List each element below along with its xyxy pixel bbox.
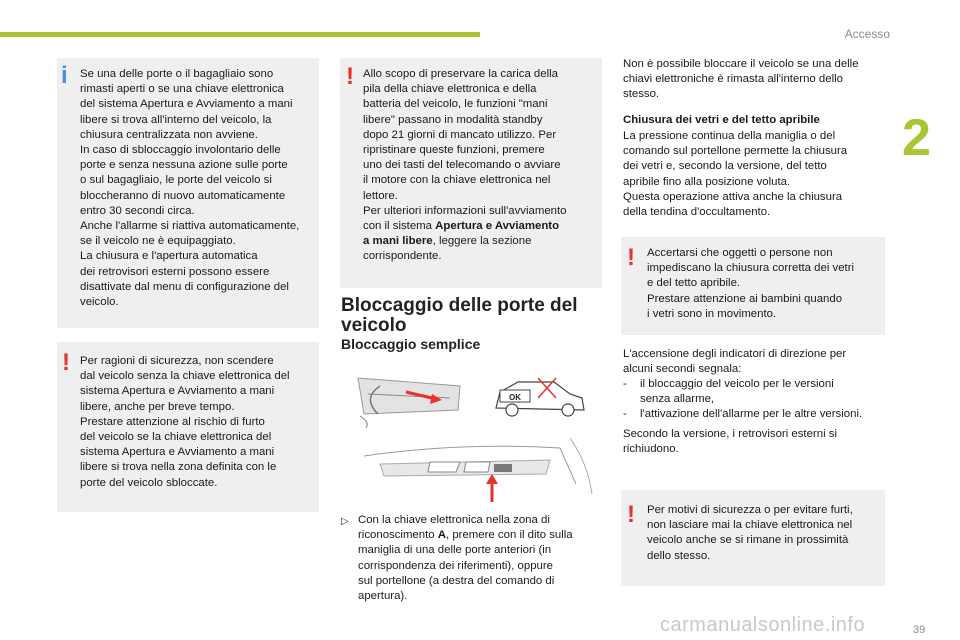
- list-item-text: il bloccaggio del veicolo per le versioni senza allarme,: [640, 378, 834, 406]
- chapter-number: 2: [902, 109, 931, 167]
- warning-box-text: [80, 354, 316, 491]
- windows-subheading: Chiusura dei vetri e del tetto apribile: [623, 114, 820, 126]
- warning-box-keys: [57, 342, 319, 512]
- header-accent-bar: [0, 32, 480, 37]
- indicators-text: L'accensione degli indicatori di direzione per alcuni secondi segnala:: [623, 348, 847, 376]
- lock-instruction-start: Con la chiave elettronica nella zona di riconoscimento: [358, 514, 550, 542]
- warning-icon: !: [346, 63, 354, 90]
- standby-para-1: Allo scopo di preservare la carica della pila della chiave elettronica e della batteria del veicolo, le funzioni "mani libere" passano in modalità standby dopo 21 giorni di mancato utilizzo. Per ripristinare queste funzioni, premere uno dei tasti del telecomando o avviare il motore con la chiave elettronica nel lettore.: [363, 68, 561, 202]
- windows-warning-text: Accertarsi che oggetti o persone non impediscano la chiusura corretta dei vetri e del tetto apribile. Prestare attenzione ai bambini quando i vetri sono in movimento.: [647, 247, 855, 320]
- zone-label: A: [437, 529, 447, 542]
- lock-instruction-text: [358, 513, 603, 604]
- standby-para-2-start: Per ulteriori informazioni sull'avviamento con il sistema: [363, 204, 567, 233]
- info-line-2: In caso di sbloccaggio involontario delle porte e senza nessuna azione sulle porte o sul bagagliaio, le porte del veicolo si bloccheranno di nuovo automaticamente entro 30 secondi circa.: [80, 144, 288, 217]
- theft-warning-text: Per motivi di sicurezza o per evitare furti, non lasciare mai la chiave elettronica nel veicolo anche se si rimane in prossimità dello stesso.: [647, 504, 853, 562]
- lock-instruction: [341, 513, 603, 604]
- lock-instruction-end: , premere con il dito sulla maniglia di una delle porte anteriori (in corrispondenza dei riferimenti), oppure sul portellone (a destra del comando di apertura).: [358, 529, 573, 603]
- info-line-1: Se una delle porte o il bagagliaio sono rimasti aperti o se una chiave elettronica del sistema Apertura e Avviamento a mani libere si trova all'interno del veicolo, la chiusura centralizzata non avviene.: [80, 68, 293, 141]
- info-icon: i: [61, 62, 68, 89]
- indicators-list: [623, 377, 895, 423]
- windows-closing-text: La pressione continua della maniglia o del comando sul portellone permette la chiusura dei vetri e, secondo la versione, del tetto apribile fino alla posizione voluta. Questa operazione attiva anche la chiusura della tendina d'occultamento.: [623, 130, 848, 219]
- page-number: 39: [913, 624, 926, 636]
- warning-icon: !: [627, 244, 635, 271]
- standby-text: [363, 67, 599, 265]
- bullet-arrow-icon: ▷: [341, 516, 349, 527]
- warning-box-standby: [340, 58, 602, 288]
- warning-box-theft: [621, 490, 885, 586]
- section-heading: Bloccaggio delle porte del veicolo: [341, 295, 578, 336]
- standby-para-2: [363, 204, 599, 265]
- warning-para-2: Prestare attenzione al rischio di furto del veicolo se la chiave elettronica del sistema Apertura e Avviamento a mani libere si trova nella zona definita con le porte del veicolo sbloccate.: [80, 415, 277, 489]
- section-title: Accesso: [844, 27, 890, 41]
- mirrors-text: Secondo la versione, i retrovisori esterni si richiudono.: [623, 428, 837, 456]
- ok-label: OK: [509, 393, 521, 402]
- info-line-3: Anche l'allarme si riattiva automaticamente, se il veicolo ne è equipaggiato.: [80, 220, 300, 248]
- warning-icon: !: [627, 501, 635, 528]
- list-item: - il bloccaggio del veicolo per le versioni senza allarme,: [623, 378, 834, 406]
- warning-icon: !: [62, 349, 70, 376]
- subsection-heading: Bloccaggio semplice: [341, 336, 481, 352]
- info-box-text: [80, 67, 316, 310]
- watermark: carmanualsonline.info: [660, 614, 866, 636]
- warning-para-1: Per ragioni di sicurezza, non scendere dal veicolo senza la chiave elettronica del sistema Apertura e Avviamento a mani libere, anche per breve tempo.: [80, 355, 290, 413]
- standby-para-2-bold: Apertura e Avviamento a mani libere: [363, 220, 560, 248]
- door-lock-illustration: [340, 364, 600, 504]
- list-item-text: l'attivazione dell'allarme per le altre versioni.: [640, 408, 863, 421]
- list-item: - l'attivazione dell'allarme per le altre versioni.: [623, 408, 863, 421]
- standby-para-2-end: , leggere la sezione corrispondente.: [363, 235, 532, 263]
- keys-inside-note: Non è possibile bloccare il veicolo se una delle chiavi elettroniche è rimasta all'interno dello stesso.: [623, 58, 859, 101]
- info-box: [57, 58, 319, 328]
- info-line-4: La chiusura e l'apertura automatica dei retrovisori esterni possono essere disattivate dal menu di configurazione del veicolo.: [80, 250, 289, 309]
- warning-box-windows: [621, 237, 885, 335]
